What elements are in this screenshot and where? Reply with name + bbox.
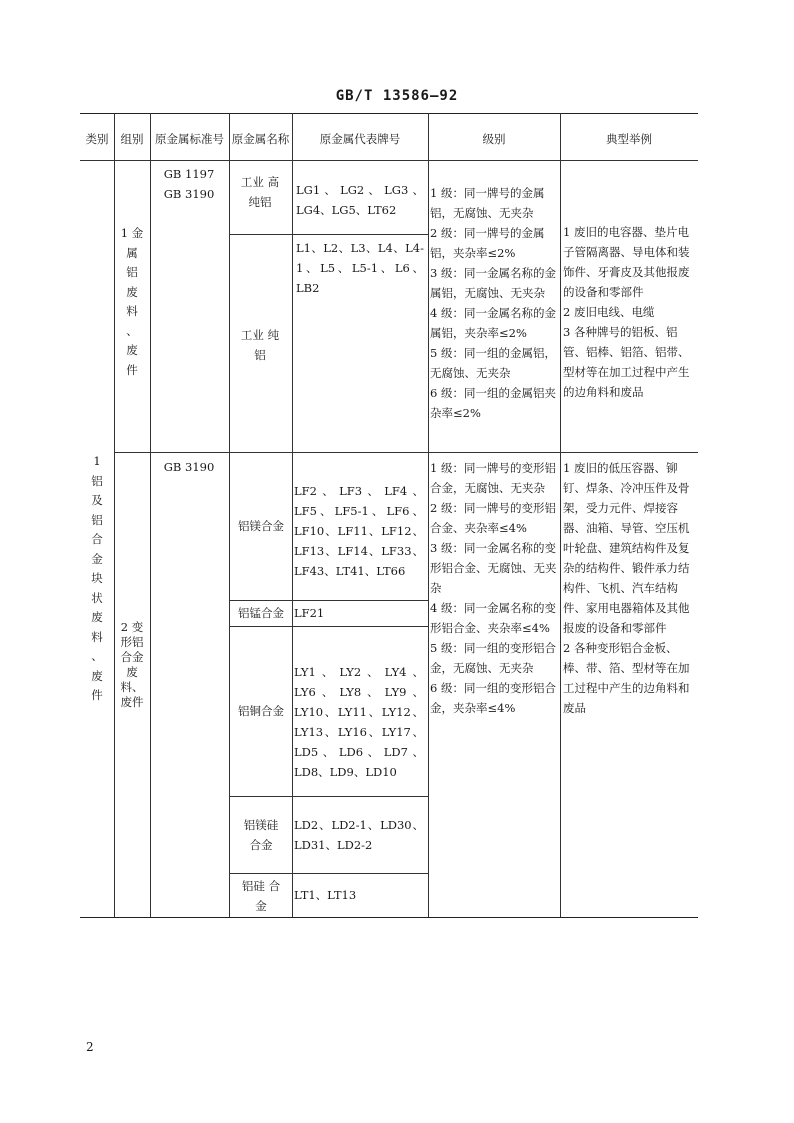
col-divider — [150, 113, 151, 917]
page-number: 2 — [86, 1040, 94, 1054]
level-item: 3 级：同一金属名称的变形铝合金、无腐蚀、无夹杂 — [430, 541, 557, 595]
level-item: 6 级：同一组的变形铝合金，夹杂率≤4% — [430, 681, 556, 715]
group2-levels — [430, 458, 559, 718]
group2-name-alsi: 铝硅 合金 — [241, 879, 281, 913]
th-level: 级别 — [482, 132, 506, 146]
level-item: 5 级：同一组的金属铝，无腐蚀、无夹杂 — [430, 346, 556, 380]
example-item: 2 各种变形铝合金板、棒、带、箔、型材等在加工过程中产生的边角料和废品 — [563, 641, 690, 715]
th-metal-name: 原金属名称 — [231, 132, 290, 146]
col-divider — [114, 113, 115, 917]
level-item: 1 级：同一牌号的金属铝，无腐蚀、无夹杂 — [430, 186, 545, 220]
group1-grades-high-purity: LG1、LG2、LG3、LG4、LG5、LT62 — [296, 183, 424, 217]
row-divider — [229, 626, 428, 627]
example-item: 1 废旧的电容器、垫片电子管隔离器、导电体和装饰件、牙膏皮及其他报废的设备和零部件 — [563, 225, 690, 299]
th-grade: 原金属代表牌号 — [319, 132, 401, 146]
group2-standards: GB 3190 — [163, 460, 215, 474]
group2-examples — [563, 458, 697, 718]
th-category: 类别 — [85, 132, 109, 146]
level-item: 4 级：同一金属名称的变形铝合金、夹杂率≤4% — [430, 601, 556, 635]
example-item: 1 废旧的低压容器、铆钉、焊条、冷冲压件及骨架，受力元件、焊接容器、油箱、导管、空压机叶轮盘、建筑结构件及复杂的结构件、锻件承力结构件、飞机、汽车结构件、家用电器箱体及其他报废的设备和零部件 — [563, 461, 690, 635]
table-bottom-rule — [80, 917, 698, 918]
row-divider — [229, 796, 428, 797]
standard-number: GB/T 13586—92 — [335, 88, 459, 104]
row-divider — [229, 600, 428, 601]
row-divider — [229, 873, 428, 874]
group1-label: 1 金 属 铝 废 料 、 废 件 — [120, 226, 144, 377]
example-item: 2 废旧电线、电缆 — [563, 305, 655, 319]
category-label: 1 铝 及 铝 合 金 块 状 废 料 、 废 件 — [91, 454, 103, 702]
group1-standards: GB 1197 GB 3190 — [163, 167, 215, 201]
row-divider — [229, 234, 428, 235]
example-item: 3 各种牌号的铝板、铝管、铝棒、铝箔、铝带、型材等在加工过程中产生的边角料和废品 — [563, 325, 690, 399]
group-divider — [114, 452, 698, 453]
group2-grades-alsi: LT1、LT13 — [294, 888, 357, 902]
level-item: 2 级：同一牌号的变形铝合金、夹杂率≤4% — [430, 501, 556, 535]
group2-grades-almgsi: LD2、LD2-1、LD30、LD31、LD2-2 — [294, 818, 424, 852]
table-top-rule — [80, 113, 698, 114]
level-item: 1 级：同一牌号的变形铝合金，无腐蚀、无夹杂 — [430, 461, 556, 495]
group1-grades-pure: L1、L2、L3、L4、L4-1、L5、L5-1、L6、LB2 — [296, 241, 424, 295]
group2-grades-almn: LF21 — [294, 606, 325, 620]
level-item: 6 级：同一组的金属铝夹杂率≤2% — [430, 386, 556, 420]
group2-label: 2 变形铝合金废料、废件 — [120, 620, 144, 709]
level-item: 3 级：同一金属名称的金属铝，无腐蚀、无夹杂 — [430, 266, 556, 300]
group2-name-alcu: 铝铜合金 — [238, 704, 284, 718]
group2-grades-almg: LF2、LF3、LF4、LF5、LF5-1、LF6、LF10、LF11、LF12、LF13、LF14、LF33、LF43、LT41、LT66 — [294, 484, 424, 578]
col-divider — [560, 113, 561, 917]
group1-name-high-purity: 工业 高纯铝 — [240, 175, 280, 209]
group1-examples — [563, 222, 697, 402]
level-item: 4 级：同一金属名称的金属铝，夹杂率≤2% — [430, 306, 556, 340]
col-divider — [428, 113, 429, 917]
header-rule — [80, 160, 698, 161]
th-example: 典型举例 — [606, 132, 652, 146]
th-group: 组别 — [120, 132, 144, 146]
level-item: 5 级：同一组的变形铝合金，无腐蚀、无夹杂 — [430, 641, 556, 675]
group1-levels — [430, 183, 559, 423]
group2-name-almn: 铝锰合金 — [238, 606, 284, 620]
group2-name-almg: 铝镁合金 — [238, 519, 284, 533]
group2-grades-alcu: LY1、LY2、LY4、LY6、LY8、LY9、LY10、LY11、LY12、LY13、LY16、LY17、LD5、LD6、LD7、LD8、LD9、LD10 — [294, 665, 424, 779]
group1-name-pure: 工业 纯铝 — [240, 328, 280, 362]
group2-name-almgsi: 铝镁硅 合金 — [243, 818, 279, 852]
level-item: 2 级：同一牌号的金属铝，夹杂率≤2% — [430, 226, 545, 260]
th-standard: 原金属标准号 — [155, 132, 224, 146]
